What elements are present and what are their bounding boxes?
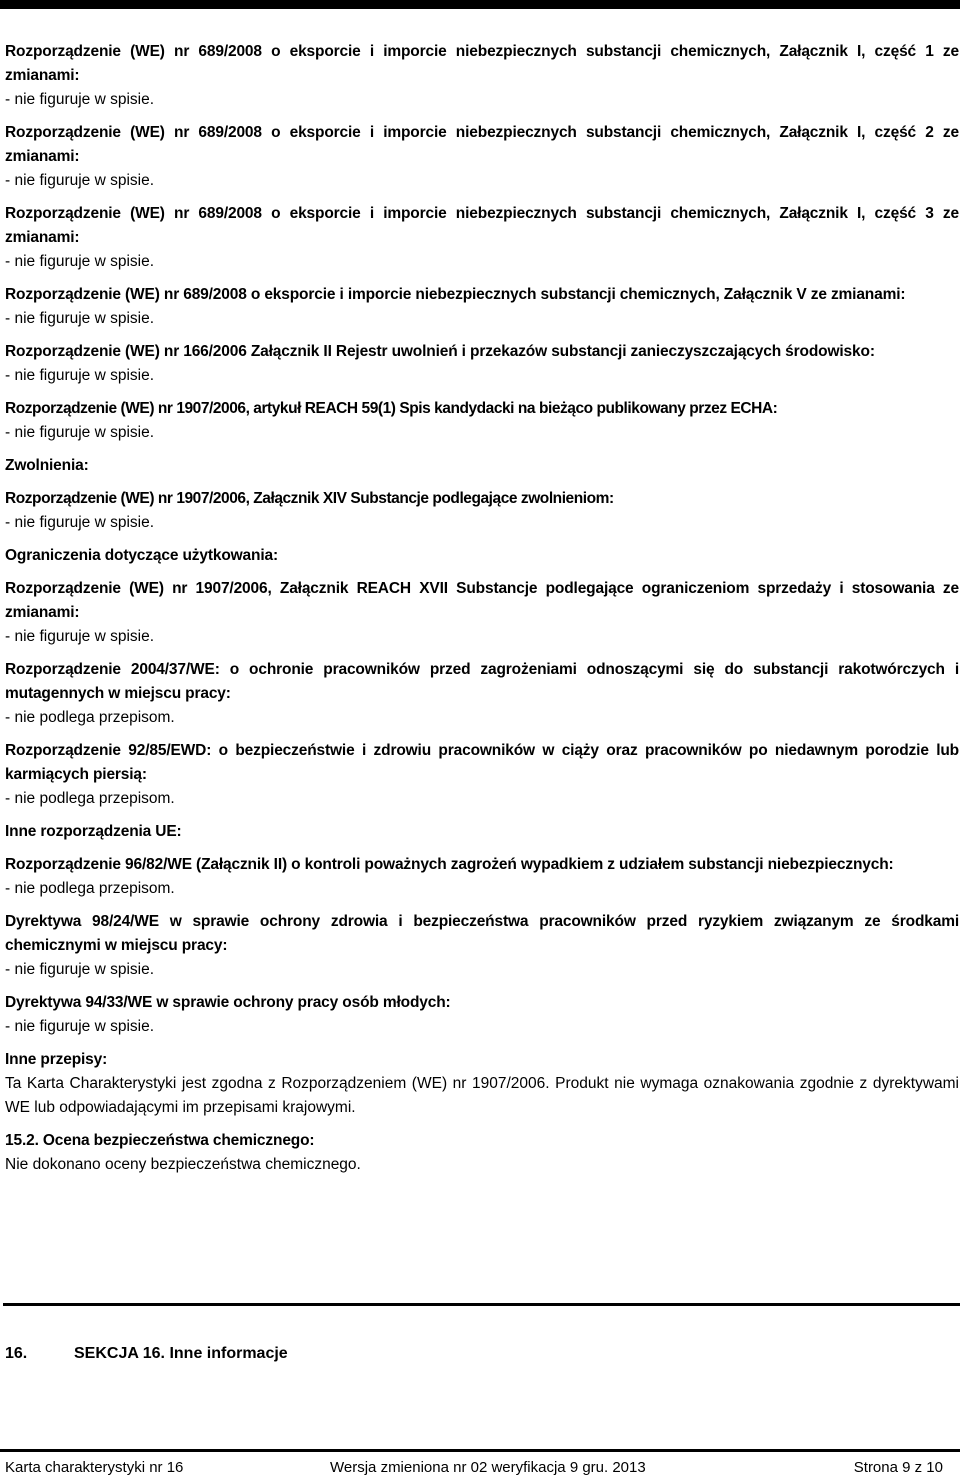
entry-heading: Rozporządzenie (WE) nr 1907/2006, Załącznik XIV Substancje podlegające zwolnieniom: — [5, 490, 614, 507]
entry-heading: Rozporządzenie (WE) nr 689/2008 o eksporcie i imporcie niebezpiecznych substancji chemicznych, Załącznik I, część 1 ze zmianami: — [5, 43, 959, 84]
section-divider — [3, 1303, 960, 1306]
regulation-entry — [5, 202, 959, 274]
regulation-entry — [5, 121, 959, 193]
entry-heading: Rozporządzenie 2004/37/WE: o ochronie pracowników przed zagrożeniami odnoszącymi się do substancji rakotwórczych i mutagennych w miejscu pracy: — [5, 661, 959, 702]
entry-value: - nie figuruje w spisie. — [5, 1018, 155, 1035]
entry-heading: Rozporządzenie 96/82/WE (Załącznik II) o kontroli poważnych zagrożeń wypadkiem z udziałem substancji niebezpiecznych: — [5, 856, 894, 873]
entry-heading: Inne przepisy: — [5, 1051, 108, 1068]
regulation-entry — [5, 283, 959, 331]
entry-heading: Zwolnienia: — [5, 457, 89, 474]
entry-value: - nie figuruje w spisie. — [5, 514, 155, 531]
entry-heading: Rozporządzenie (WE) nr 689/2008 o eksporcie i imporcie niebezpiecznych substancji chemicznych, Załącznik I, część 2 ze zmianami: — [5, 124, 959, 165]
entry-heading: Rozporządzenie (WE) nr 689/2008 o eksporcie i imporcie niebezpiecznych substancji chemicznych, Załącznik I, część 3 ze zmianami: — [5, 205, 959, 246]
entry-heading: Rozporządzenie 92/85/EWD: o bezpieczeństwie i zdrowiu pracowników w ciąży oraz pracowników po niedawnym porodzie lub karmiących piersią: — [5, 742, 959, 783]
section-name: SEKCJA 16. Inne informacje — [74, 1345, 288, 1362]
entry-value: - nie figuruje w spisie. — [5, 367, 155, 384]
entry-value: - nie figuruje w spisie. — [5, 961, 155, 978]
entry-heading: Rozporządzenie (WE) nr 1907/2006, Załącznik REACH XVII Substancje podlegające ograniczeniom sprzedaży i stosowania ze zmianami: — [5, 580, 959, 621]
entry-heading: Rozporządzenie (WE) nr 1907/2006, artykuł REACH 59(1) Spis kandydacki na bieżąco publikowany przez ECHA: — [5, 400, 778, 417]
entry-heading: Rozporządzenie (WE) nr 689/2008 o eksporcie i imporcie niebezpiecznych substancji chemicznych, Załącznik V ze zmianami: — [5, 286, 906, 303]
top-rule — [0, 0, 960, 9]
regulation-entry — [5, 577, 959, 649]
entry-value: - nie podlega przepisom. — [5, 709, 175, 726]
entry-heading: Ograniczenia dotyczące użytkowania: — [5, 547, 278, 564]
footer-divider — [0, 1449, 960, 1452]
subheading-other-eu — [5, 820, 959, 844]
entry-heading: Inne rozporządzenia UE: — [5, 823, 182, 840]
section-16-title — [5, 1345, 288, 1363]
entry-value: - nie figuruje w spisie. — [5, 91, 155, 108]
footer-page-number: Strona 9 z 10 — [853, 1459, 943, 1476]
entry-value: - nie figuruje w spisie. — [5, 172, 155, 189]
chemical-safety-assessment — [5, 1129, 959, 1177]
entry-value: - nie figuruje w spisie. — [5, 253, 155, 270]
entry-heading: 15.2. Ocena bezpieczeństwa chemicznego: — [5, 1132, 315, 1149]
regulation-entry — [5, 487, 959, 535]
footer-document-id: Karta charakterystyki nr 16 — [5, 1459, 184, 1476]
entry-heading: Dyrektywa 94/33/WE w sprawie ochrony pracy osób młodych: — [5, 994, 451, 1011]
regulation-entry — [5, 910, 959, 982]
entry-value: - nie podlega przepisom. — [5, 790, 175, 807]
entry-heading: Dyrektywa 98/24/WE w sprawie ochrony zdrowia i bezpieczeństwa pracowników przed ryzykiem związanym ze środkami chemicznymi w miejscu pracy: — [5, 913, 959, 954]
section-number: 16. — [5, 1345, 28, 1362]
subheading-restrictions — [5, 544, 959, 568]
regulation-entry — [5, 991, 959, 1039]
entry-value: - nie podlega przepisom. — [5, 880, 175, 897]
entry-value: Ta Karta Charakterystyki jest zgodna z Rozporządzeniem (WE) nr 1907/2006. Produkt nie wymaga oznakowania zgodnie z dyrektywami WE lub odpowiadającymi im przepisami krajowymi. — [5, 1075, 959, 1116]
document-body — [5, 40, 959, 1186]
entry-value: Nie dokonano oceny bezpieczeństwa chemicznego. — [5, 1156, 361, 1173]
subheading-exemptions — [5, 454, 959, 478]
regulation-entry — [5, 739, 959, 811]
other-provisions — [5, 1048, 959, 1120]
entry-value: - nie figuruje w spisie. — [5, 424, 155, 441]
regulation-entry — [5, 40, 959, 112]
entry-value: - nie figuruje w spisie. — [5, 310, 155, 327]
footer-version: Wersja zmieniona nr 02 weryfikacja 9 gru. 2013 — [330, 1459, 646, 1476]
regulation-entry — [5, 397, 959, 445]
regulation-entry — [5, 853, 959, 901]
regulation-entry — [5, 340, 959, 388]
entry-value: - nie figuruje w spisie. — [5, 628, 155, 645]
regulation-entry — [5, 658, 959, 730]
entry-heading: Rozporządzenie (WE) nr 166/2006 Załącznik II Rejestr uwolnień i przekazów substancji zanieczyszczających środowisko: — [5, 343, 875, 360]
